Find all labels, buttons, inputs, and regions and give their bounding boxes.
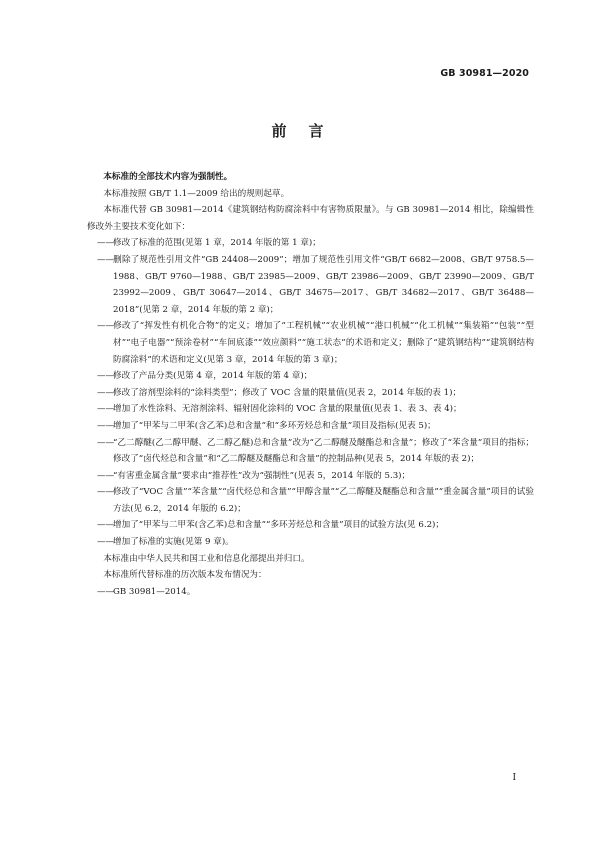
list-item-text: “有害重金属含量”要求由“推荐性”改为“强制性”(见表 5，2014 年版的 5.3)； — [113, 470, 411, 481]
list-dash: —— — [97, 238, 115, 249]
list-item-text: 增加了标准的实施(见第 9 章)。 — [113, 537, 234, 548]
foreword-paragraph: 本标准按照 GB/T 1.1—2009 给出的规则起草。 — [103, 188, 290, 199]
change-list-item — [87, 385, 534, 402]
change-list-item — [87, 435, 534, 468]
list-dash: —— — [97, 420, 115, 431]
foreword-body — [87, 169, 534, 600]
list-item-text: 修改了产品分类(见第 4 章，2014 年版的第 4 章)； — [113, 371, 313, 382]
history-list-item — [87, 584, 534, 601]
list-item-text: 增加了水性涂料、无溶剂涂料、辐射固化涂料的 VOC 含量的限量值(见表 1、表 3、表 4)； — [113, 404, 462, 415]
list-dash: —— — [97, 586, 115, 597]
foreword-paragraph: 本标准所代替标准的历次版本发布情况为： — [103, 570, 267, 581]
list-dash: —— — [97, 321, 115, 332]
change-list-item — [87, 468, 534, 485]
list-item-text: 增加了“甲苯与二甲苯(含乙苯)总和含量”“多环芳烃总和含量”项目的试验方法(见 6.2)； — [113, 520, 444, 531]
standard-number: GB 30981—2020 — [440, 68, 529, 79]
foreword-paragraph: 本标准由中华人民共和国工业和信息化部提出并归口。 — [103, 553, 310, 564]
list-dash: —— — [97, 404, 115, 415]
list-dash: —— — [97, 437, 115, 448]
list-dash: —— — [97, 520, 115, 531]
list-item-text: 修改了标准的范围(见第 1 章，2014 年版的第 1 章)； — [113, 238, 321, 249]
list-item-text: GB 30981—2014。 — [113, 586, 196, 597]
change-list-item — [87, 368, 534, 385]
list-dash: —— — [97, 470, 115, 481]
change-list-item — [87, 252, 534, 318]
change-list-item — [87, 235, 534, 252]
list-item-text: 修改了溶剂型涂料的“涂料类型”；修改了 VOC 含量的限量值(见表 2，2014 年版的表 1)； — [113, 387, 462, 398]
list-item-text: 删除了规范性引用文件“GB 24408—2009”；增加了规范性引用文件“GB/T 6682—2008、GB/T 9758.5—1988、GB/T 9760—1988、GB/T 23985—2009、GB/T 23986—2009、GB/T 23990—2009、GB/T 23992—2009、GB/T 30647—2014、GB/T 34675—2017、GB/T 34682—2017、GB/T 36488—2018”(见第 2 章，2014 年版的第 2 章)； — [113, 254, 534, 315]
list-dash: —— — [97, 254, 115, 265]
change-list-item — [87, 418, 534, 435]
list-dash: —— — [97, 537, 115, 548]
page-number: I — [512, 773, 516, 783]
change-list-item — [87, 534, 534, 551]
page-title: 前言 — [271, 122, 346, 140]
list-dash: —— — [97, 371, 115, 382]
list-dash: —— — [97, 387, 115, 398]
list-item-text: 修改了“VOC 含量”“苯含量”“卤代烃总和含量”“甲醇含量”“乙二醇醚及醚酯总和含量”“重金属含量”项目的试验方法(见 6.2，2014 年版的 6.2)； — [113, 487, 534, 514]
list-item-text: 修改了“挥发性有机化合物”的定义；增加了“工程机械”“农业机械”“港口机械”“化工机械”“集装箱”“包装”“型材”“电子电器”“预涂卷材”“车间底漆”“效应颜料”“施工状态”的术语和定义；删除了“建筑钢结构”“建筑钢结构防腐涂料”的术语和定义(见第 3 章，2014 年版的第 3 章)； — [113, 321, 534, 365]
foreword-paragraph: 本标准代替 GB 30981—2014《建筑钢结构防腐涂料中有害物质限量》。与 GB 30981—2014 相比，除编辑性修改外主要技术变化如下： — [87, 205, 534, 232]
foreword-paragraph: 本标准的全部技术内容为强制性。 — [103, 172, 233, 182]
list-item-text: 增加了“甲苯与二甲苯(含乙苯)总和含量”和“多环芳烃总和含量”项目及指标(见表 5)； — [113, 420, 436, 431]
change-list-item — [87, 401, 534, 418]
change-list-item — [87, 484, 534, 517]
change-list-item — [87, 517, 534, 534]
change-list-item — [87, 318, 534, 368]
list-item-text: “乙二醇醚(乙二醇甲醚、乙二醇乙醚)总和含量”改为“乙二醇醚及醚酯总和含量”；修改了“苯含量”项目的指标；修改了“卤代烃总和含量”和“乙二醇醚及醚酯总和含量”的控制品种(见表 5，2014 年版的表 2)； — [113, 437, 534, 465]
list-dash: —— — [97, 487, 115, 498]
